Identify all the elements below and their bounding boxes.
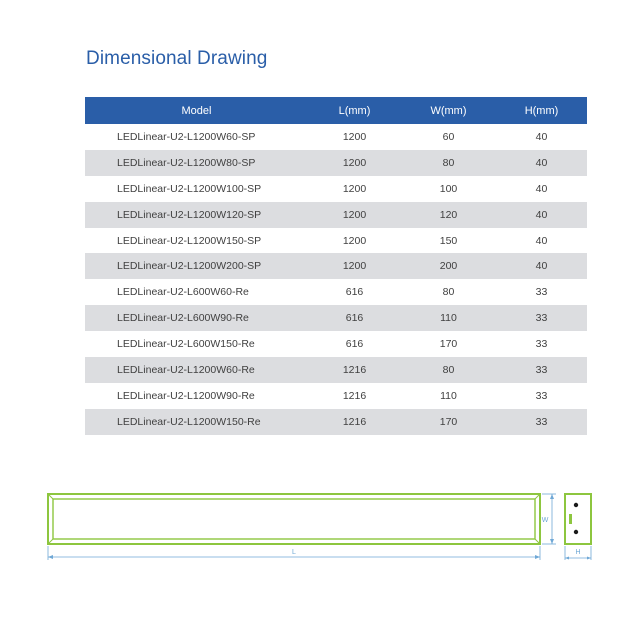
cell-height: 33 xyxy=(535,389,548,402)
cell-length: 616 xyxy=(345,338,364,351)
cell-height: 40 xyxy=(496,253,587,279)
cell-length: 1216 xyxy=(308,357,401,383)
cell-model: LEDLinear-U2-L1200W150-Re xyxy=(85,409,308,435)
table-row xyxy=(85,279,587,305)
length-dimension xyxy=(48,546,540,560)
cell-length: 1216 xyxy=(342,389,367,402)
cell-length: 1200 xyxy=(342,182,367,195)
cell-width: 100 xyxy=(439,182,458,195)
cell-width: 110 xyxy=(440,389,457,402)
table-row xyxy=(85,176,587,202)
header-model: Model xyxy=(85,97,308,124)
cell-length: 1200 xyxy=(308,202,401,228)
width-dimension xyxy=(542,494,556,544)
table-row xyxy=(85,383,587,409)
page-title: Dimensional Drawing xyxy=(86,48,268,69)
height-dimension xyxy=(565,546,591,560)
cell-height: 33 xyxy=(496,409,587,435)
cell-model: LEDLinear-U2-L1200W80-SP xyxy=(85,150,308,176)
cell-height: 40 xyxy=(496,150,587,176)
length-label: L xyxy=(292,549,296,556)
cell-width: 80 xyxy=(401,150,496,176)
cell-length: 1200 xyxy=(342,130,367,143)
fixture-front-view xyxy=(48,494,540,544)
table-row xyxy=(85,150,587,176)
cell-length: 616 xyxy=(308,305,401,331)
table-row xyxy=(85,124,587,150)
cell-model: LEDLinear-U2-L1200W200-SP xyxy=(85,253,308,279)
cell-length: 616 xyxy=(345,286,364,299)
cell-model: LEDLinear-U2-L600W150-Re xyxy=(117,338,255,351)
cell-model: LEDLinear-U2-L600W90-Re xyxy=(85,305,308,331)
cell-length: 1200 xyxy=(308,150,401,176)
header-length: L(mm) xyxy=(308,97,401,124)
cell-height: 33 xyxy=(535,286,548,299)
width-label: W xyxy=(541,517,549,524)
cell-model: LEDLinear-U2-L1200W90-Re xyxy=(117,389,255,402)
cell-width: 80 xyxy=(401,357,496,383)
table-row xyxy=(85,228,587,254)
cell-height: 40 xyxy=(535,130,548,143)
height-label: H xyxy=(575,549,581,556)
cell-width: 60 xyxy=(442,130,455,143)
table-row xyxy=(85,305,587,331)
cell-length: 1200 xyxy=(342,234,367,247)
cell-height: 40 xyxy=(535,234,548,247)
cell-model: LEDLinear-U2-L1200W60-SP xyxy=(117,130,256,143)
cell-model: LEDLinear-U2-L1200W100-SP xyxy=(117,182,262,195)
cell-height: 40 xyxy=(535,182,548,195)
cell-width: 150 xyxy=(439,234,458,247)
cell-width: 80 xyxy=(442,286,455,299)
cell-height: 33 xyxy=(496,357,587,383)
cell-height: 40 xyxy=(496,202,587,228)
table-row xyxy=(85,409,587,435)
fixture-side-view xyxy=(565,494,591,544)
table-header-row xyxy=(85,97,587,124)
cell-height: 33 xyxy=(496,305,587,331)
table-row xyxy=(85,357,587,383)
cell-width: 200 xyxy=(401,253,496,279)
cell-width: 110 xyxy=(401,305,496,331)
cell-length: 1216 xyxy=(308,409,401,435)
cell-model: LEDLinear-U2-L600W60-Re xyxy=(117,286,249,299)
table-row xyxy=(85,253,587,279)
header-height: H(mm) xyxy=(496,97,587,124)
cell-length: 1200 xyxy=(308,253,401,279)
dimension-table xyxy=(85,97,587,435)
cell-model: LEDLinear-U2-L1200W120-SP xyxy=(85,202,308,228)
table-row xyxy=(85,331,587,357)
cell-height: 33 xyxy=(535,338,548,351)
table-row xyxy=(85,202,587,228)
cell-width: 170 xyxy=(439,338,458,351)
dimensional-drawing xyxy=(0,480,640,570)
cell-model: LEDLinear-U2-L1200W60-Re xyxy=(85,357,308,383)
cell-width: 120 xyxy=(401,202,496,228)
header-width: W(mm) xyxy=(401,97,496,124)
cell-model: LEDLinear-U2-L1200W150-SP xyxy=(117,234,262,247)
cell-width: 170 xyxy=(401,409,496,435)
